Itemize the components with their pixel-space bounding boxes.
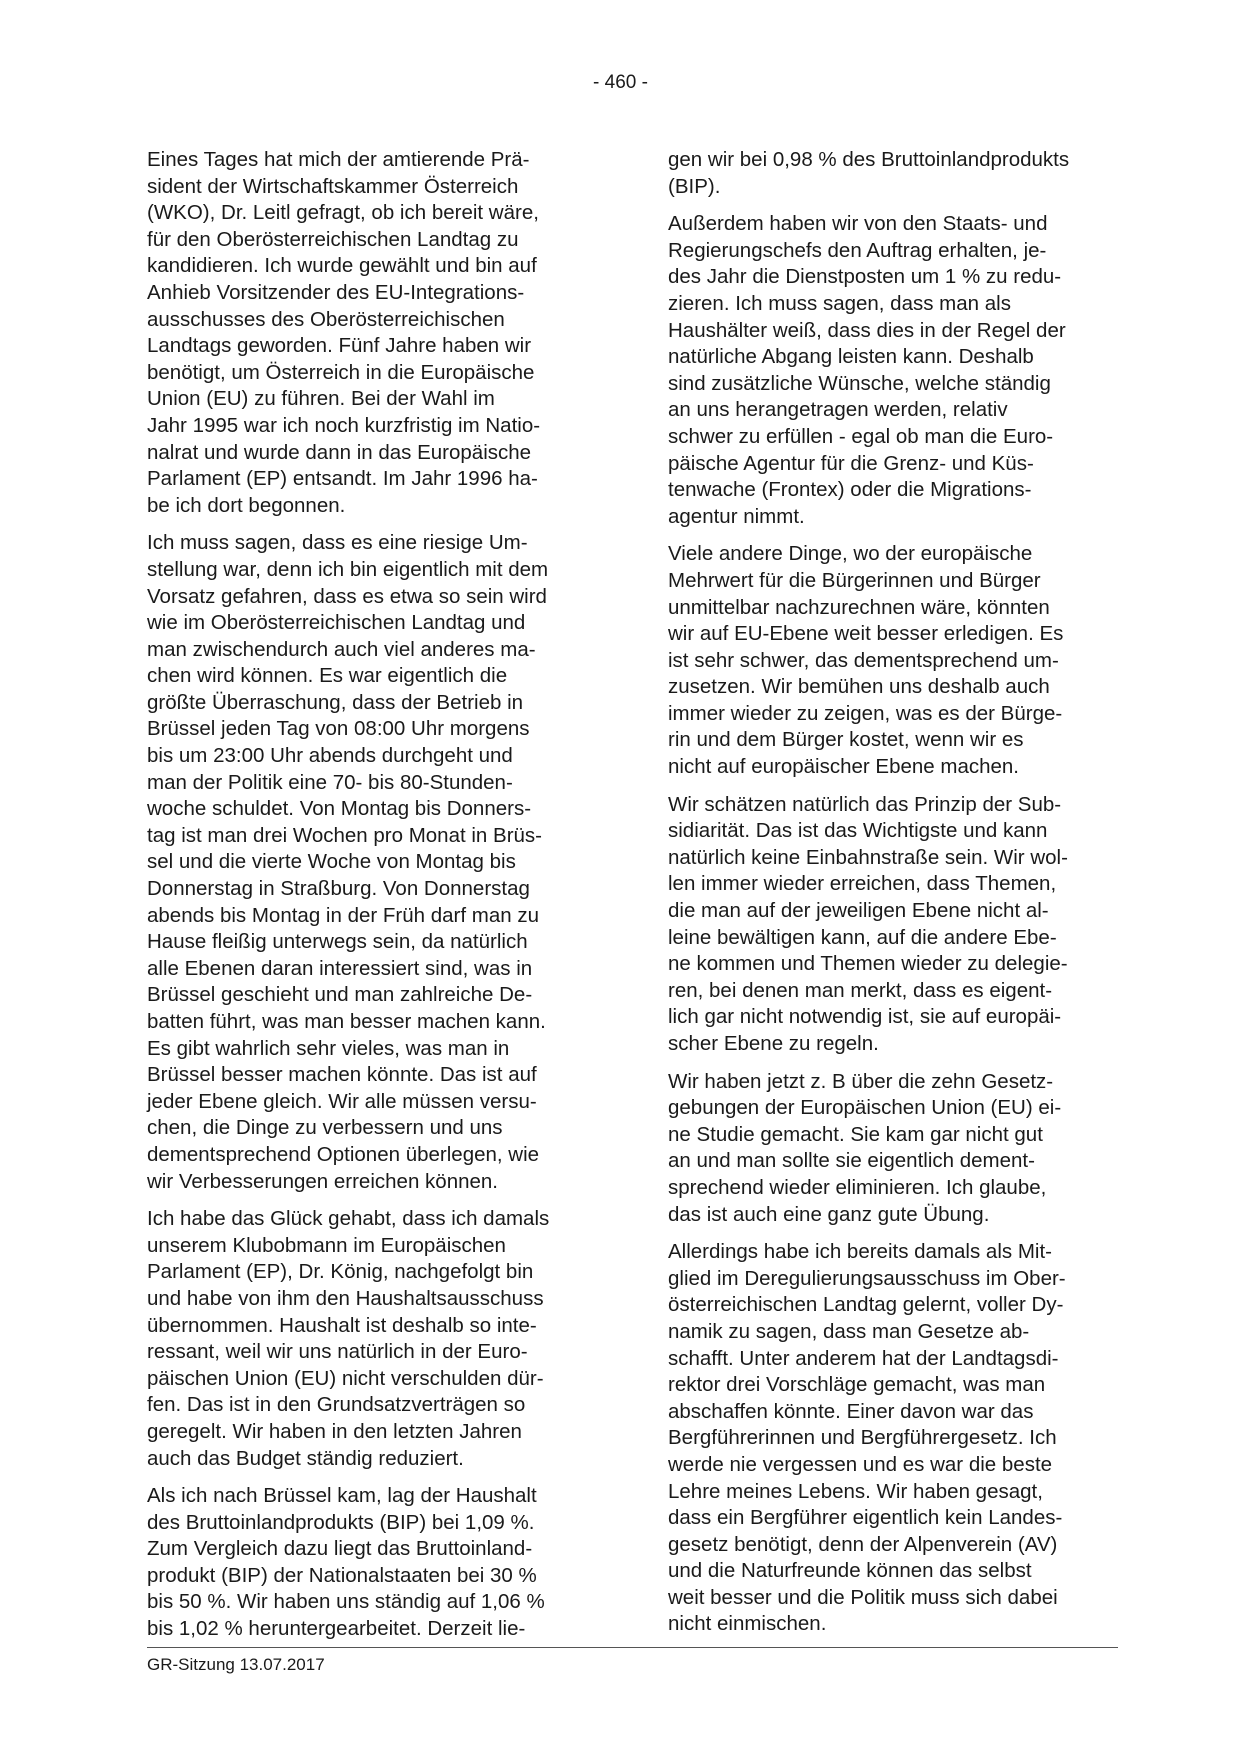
text-line: ist sehr schwer, das dementsprechend um- [668,648,1059,672]
text-line: batten führt, was man besser machen kann. [147,1010,546,1033]
text-line: be ich dort begonnen. [147,493,346,517]
text-line: größte Überraschung, dass der Betrieb in [147,690,524,714]
text-line: stellung war, denn ich bin eigentlich mit dem [147,557,549,581]
page-number: - 460 - [593,72,648,93]
text-line: Donnerstag in Straßburg. Von Donnerstag [147,877,530,901]
text-line: ne kommen und Themen wieder zu delegie- [668,952,1068,976]
text-line: jeder Ebene gleich. Wir alle müssen versu- [147,1089,537,1113]
text-line: chen, die Dinge zu verbessern und uns [147,1116,503,1140]
text-line: für den Oberösterreichischen Landtag zu [147,227,519,251]
paragraph [668,1239,1113,1638]
text-line: kandidieren. Ich wurde gewählt und bin auf [147,254,537,278]
text-line: des Jahr die Dienstposten um 1 % zu redu- [668,265,1062,289]
text-line: rektor drei Vorschläge gemacht, was man [668,1373,1046,1397]
text-line: an und man sollte sie eigentlich dement- [668,1149,1035,1173]
text-line: scher Ebene zu regeln. [668,1032,879,1055]
text-line: Ich muss sagen, dass es eine riesige Um- [147,531,528,555]
text-column-left [147,147,592,1654]
text-line: man der Politik eine 70- bis 80-Stunden- [147,770,513,794]
text-line: rin und dem Bürger kostet, wenn wir es [668,728,1024,752]
text-line: schafft. Unter anderem hat der Landtagsdi- [668,1346,1059,1370]
text-line: Ich habe das Glück gehabt, dass ich damals [147,1207,550,1231]
text-line: übernommen. Haushalt ist deshalb so inte- [147,1313,537,1337]
text-line: gesetz benötigt, denn der Alpenverein (AV) [668,1532,1058,1556]
text-line: Brüssel besser machen könnte. Das ist auf [147,1063,537,1087]
text-line: ausschusses des Oberösterreichischen [147,307,505,331]
text-line: geregelt. Wir haben in den letzten Jahren [147,1419,522,1443]
text-line: Brüssel jeden Tag von 08:00 Uhr morgens [147,717,530,741]
text-line: alle Ebenen daran interessiert sind, was in [147,956,533,980]
paragraph [668,1069,1113,1229]
text-line: len immer wieder erreichen, dass Themen, [668,872,1057,896]
text-line: Bergführerinnen und Bergführergesetz. Ich [668,1426,1057,1450]
text-line: gebungen der Europäischen Union (EU) ei- [668,1096,1062,1120]
text-line: abschaffen könnte. Einer davon war das [668,1399,1034,1423]
text-line: immer wieder zu zeigen, was es der Bürge- [668,701,1063,725]
text-line: ressant, weil wir uns natürlich in der Euro- [147,1340,528,1364]
text-line: nicht einmischen. [668,1612,827,1636]
text-line: chen wird können. Es war eigentlich die [147,664,508,688]
text-line: Regierungschefs den Auftrag erhalten, je- [668,238,1047,262]
text-line: bis 50 %. Wir haben uns ständig auf 1,06 % [147,1590,545,1614]
text-line: österreichischen Landtag gelernt, voller Dy- [668,1293,1064,1317]
text-line: schwer zu erfüllen - egal ob man die Euro- [668,424,1054,448]
text-line: man zwischendurch auch viel anderes ma- [147,637,536,661]
paragraph [668,792,1113,1058]
text-line: natürliche Abgang leisten kann. Deshalb [668,345,1034,369]
text-line: Wir haben jetzt z. B über die zehn Gesetz- [668,1069,1054,1093]
text-line: dementsprechend Optionen überlegen, wie [147,1142,540,1166]
text-line: (WKO), Dr. Leitl gefragt, ob ich bereit wäre, [147,201,539,225]
paragraph [147,1483,592,1643]
text-line: gen wir bei 0,98 % des Bruttoinlandprodukts [668,148,1070,171]
text-line: Brüssel geschieht und man zahlreiche De- [147,983,533,1007]
text-line: Mehrwert für die Bürgerinnen und Bürger [668,568,1041,592]
text-line: sind zusätzliche Wünsche, welche ständig [668,371,1051,395]
text-line: sidiarität. Das ist das Wichtigste und kann [668,819,1048,843]
paragraph [668,147,1113,200]
text-line: Außerdem haben wir von den Staats- und [668,212,1048,236]
text-column-right [668,147,1113,1649]
text-line: wie im Oberösterreichischen Landtag und [147,611,526,635]
text-line: weit besser und die Politik muss sich dabei [668,1585,1058,1609]
text-line: (BIP). [668,174,721,198]
text-line: leine bewältigen kann, auf die andere Ebe- [668,925,1057,949]
text-line: wir Verbesserungen erreichen können. [147,1169,498,1193]
text-line: agentur nimmt. [668,504,805,528]
text-line: Eines Tages hat mich der amtierende Prä- [147,148,530,171]
text-line: Es gibt wahrlich sehr vieles, was man in [147,1036,510,1060]
text-line: abends bis Montag in der Früh darf man zu [147,903,539,927]
paragraph [147,1206,592,1472]
text-line: und die Naturfreunde können das selbst [668,1559,1032,1583]
text-line: bis 1,02 % heruntergearbeitet. Derzeit lie- [147,1617,526,1641]
text-line: werde nie vergessen und es war die beste [668,1452,1053,1476]
paragraph [668,211,1113,530]
text-line: tenwache (Frontex) oder die Migrations- [668,478,1032,502]
text-line: Hause fleißig unterwegs sein, da natürlich [147,930,528,954]
footer-divider [147,1647,1118,1648]
text-line: Wir schätzen natürlich das Prinzip der Sub- [668,792,1062,816]
text-line: Union (EU) zu führen. Bei der Wahl im [147,387,495,411]
text-line: natürlich keine Einbahnstraße sein. Wir wol- [668,845,1068,869]
text-line: namik zu sagen, dass man Gesetze ab- [668,1319,1030,1343]
text-line: zieren. Ich muss sagen, dass man als [668,291,1011,315]
text-line: sprechend wieder eliminieren. Ich glaube, [668,1175,1047,1199]
text-line: Jahr 1995 war ich noch kurzfristig im Natio- [147,413,541,437]
text-line: unmittelbar nachzurechnen wäre, könnten [668,595,1050,619]
paragraph [147,147,592,519]
text-line: die man auf der jeweiligen Ebene nicht al- [668,899,1049,923]
text-line: Lehre meines Lebens. Wir haben gesagt, [668,1479,1043,1503]
text-line: bis um 23:00 Uhr abends durchgeht und [147,744,513,768]
text-line: Landtags geworden. Fünf Jahre haben wir [147,334,532,358]
text-line: lich gar nicht notwendig ist, sie auf europäi- [668,1005,1062,1029]
footer-session-date: GR-Sitzung 13.07.2017 [147,1655,325,1674]
text-line: glied im Deregulierungsausschuss im Ober- [668,1266,1066,1290]
text-line: ren, bei denen man merkt, dass es eigent- [668,978,1053,1002]
text-line: des Bruttoinlandprodukts (BIP) bei 1,09 %. [147,1510,535,1534]
text-line: Als ich nach Brüssel kam, lag der Haushalt [147,1484,537,1508]
text-line: sel und die vierte Woche von Montag bis [147,850,516,874]
text-line: zusetzen. Wir bemühen uns deshalb auch [668,675,1050,699]
text-line: nalrat und wurde dann in das Europäische [147,440,532,464]
text-line: tag ist man drei Wochen pro Monat in Brüs- [147,823,542,847]
text-line: an uns herangetragen werden, relativ [668,398,1008,422]
text-line: ne Studie gemacht. Sie kam gar nicht gut [668,1122,1043,1146]
text-line: Haushälter weiß, dass dies in der Regel der [668,318,1066,342]
text-line: woche schuldet. Von Montag bis Donners- [147,797,532,821]
text-line: sident der Wirtschaftskammer Österreich [147,174,519,198]
text-line: Allerdings habe ich bereits damals als Mit- [668,1240,1052,1264]
text-line: das ist auch eine ganz gute Übung. [668,1202,990,1226]
paragraph [147,530,592,1195]
paragraph [668,541,1113,780]
text-line: unserem Klubobmann im Europäischen [147,1233,506,1257]
text-line: und habe von ihm den Haushaltsausschuss [147,1286,544,1310]
text-line: Viele andere Dinge, wo der europäische [668,542,1033,566]
text-line: auch das Budget ständig reduziert. [147,1446,464,1470]
text-line: benötigt, um Österreich in die Europäische [147,360,535,384]
text-line: produkt (BIP) der Nationalstaaten bei 30 % [147,1563,537,1587]
text-line: Vorsatz gefahren, dass es etwa so sein wird [147,584,547,608]
text-line: päische Agentur für die Grenz- und Küs- [668,451,1034,475]
text-line: Parlament (EP) entsandt. Im Jahr 1996 ha- [147,467,538,491]
text-line: Parlament (EP), Dr. König, nachgefolgt bin [147,1260,534,1284]
text-line: fen. Das ist in den Grundsatzverträgen so [147,1393,526,1417]
text-line: päischen Union (EU) nicht verschulden dür- [147,1366,544,1390]
text-line: dass ein Bergführer eigentlich kein Landes- [668,1506,1063,1530]
text-line: nicht auf europäischer Ebene machen. [668,755,1020,779]
text-line: Zum Vergleich dazu liegt das Bruttoinland- [147,1537,533,1561]
text-line: Anhieb Vorsitzender des EU-Integrations- [147,280,525,304]
text-line: wir auf EU-Ebene weit besser erledigen. Es [668,622,1064,646]
